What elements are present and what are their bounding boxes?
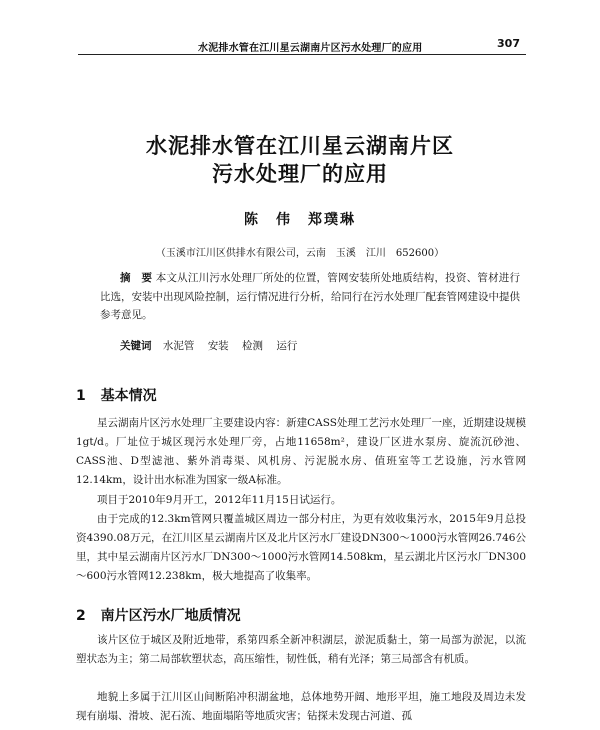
keyword: 水泥管 xyxy=(162,340,195,352)
abstract xyxy=(100,269,520,325)
keyword: 检测 xyxy=(242,340,264,352)
section-number: 1 xyxy=(76,388,86,404)
body-paragraph: 项目于2010年9月开工，2012年11月15日试运行。 xyxy=(97,494,342,506)
section-title: 基本情况 xyxy=(100,388,157,404)
section-title: 南片区污水厂地质情况 xyxy=(100,608,241,624)
page-number: 307 xyxy=(497,37,520,50)
body-paragraph: 由于完成的12.3km管网只覆盖城区周边一部分村庄，为更有效收集污水，2015年9月总投资4390.08万元，在江川区星云湖南片区及北片区污水厂建设DN300～1000污水管网26.746公里，其中星云湖南片区污水厂DN300～1000污水管网14.508km，星云湖北片区污水厂DN300～600污水管网12.238km，极大地提高了收集率。 xyxy=(76,513,526,582)
section-heading-2 xyxy=(76,605,241,625)
section-heading-1 xyxy=(76,385,157,405)
keywords-label: 关键词 xyxy=(120,340,152,352)
authors: 陈 伟 郑璞琳 xyxy=(244,212,356,228)
abstract-text: 本文从江川污水处理厂所处的位置，管网安装所处地质结构，投资、管材进行比选，安装中出现风险控制，运行情况进行分析，给同行在污水处理厂配套管网建设中提供参考意见。 xyxy=(100,272,521,321)
keyword: 运行 xyxy=(276,340,298,352)
running-header xyxy=(78,36,526,55)
body-paragraph: 星云湖南片区污水处理厂主要建设内容：新建CASS处理工艺污水处理厂一座，近期建设规模1gt/d。厂址位于城区现污水处理厂旁，占地11658m²，建设厂区进水泵房、旋流沉砂池、CASS池、D型滤池、紫外消毒渠、风机房、污泥脱水房、值班室等工艺设施，污水管网12.14km，设计出水标准为国家一级A标准。 xyxy=(76,417,526,486)
keyword: 安装 xyxy=(207,340,229,352)
keywords xyxy=(120,338,520,353)
running-title: 水泥排水管在江川星云湖南片区污水处理厂的应用 xyxy=(198,43,423,54)
abstract-label: 摘 要 xyxy=(120,272,153,284)
section-number: 2 xyxy=(76,608,86,624)
paper-title-line-2: 污水处理厂的应用 xyxy=(212,161,388,186)
affiliation: （玉溪市江川区供排水有限公司，云南 玉溪 江川 652600） xyxy=(155,248,445,259)
paper-title-line-1: 水泥排水管在江川星云湖南片区 xyxy=(146,133,454,158)
body-paragraph: 该片区位于城区及附近地带，系第四系全新冲积湖层，淤泥质黏土，第一局部为淤泥，以流塑状态为主；第二局部软塑状态，高压缩性，韧性低，稍有光泽；第三局部含有机质。 xyxy=(76,634,526,665)
body-paragraph: 地貌上多属于江川区山间断陷冲积湖盆地，总体地势开阔、地形平坦，施工地段及周边未发现有崩塌、滑坡、泥石流、地面塌陷等地质灾害；钻探未发现古河道、孤 xyxy=(76,691,526,722)
